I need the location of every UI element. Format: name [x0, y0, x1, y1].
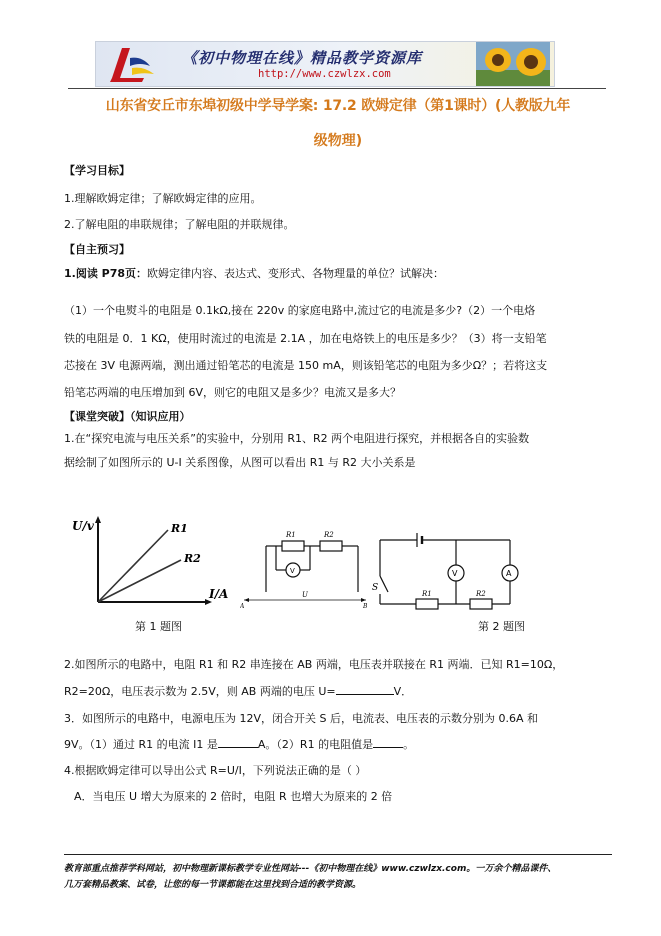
question-3-part2: A。（2）R1 的电阻值是	[257, 738, 374, 751]
question-2-line: 2.如图所示的电路中，电阻 R1 和 R2 串连接在 AB 两端，电压表并联接在 R1 两端．已知 R1=10Ω，	[64, 658, 564, 671]
ui-graph	[68, 512, 234, 612]
resistor-r1	[282, 541, 304, 551]
circuit1-a-label: A	[240, 603, 245, 608]
circuit2-ammeter-label: A	[506, 569, 512, 578]
circuit1-b-label: B	[363, 603, 368, 608]
question-3-line	[64, 736, 414, 752]
question-4-option-a: A．当电压 U 增大为原来的 2 倍时，电阻 R 也增大为原来的 2 倍	[74, 790, 393, 803]
circuit1-meter-label: V	[290, 567, 295, 575]
circuit2-r2-label: R2	[476, 590, 486, 598]
reading-task	[64, 265, 444, 281]
preview-question-line: （1）一个电熨斗的电阻是 0.1kΩ,接在 220v 的家庭电路中,流过它的电流是多少?（2）一个电烙	[64, 304, 536, 317]
question-1-line: 1.在“探究电流与电压关系”的实验中，分别用 R1、R2 两个电阻进行探究，并根据各自的实验数	[64, 432, 530, 445]
footer-line: 教育部重点推荐学科网站，初中物理新课标教学专业性网站---《初中物理在线》www.czwlzx.com。一万余个精品课件、	[64, 864, 557, 874]
goal-item: 2.了解电阻的串联规律；了解电阻的并联规律。	[64, 218, 295, 231]
class-heading-sub: （知识应用）	[130, 410, 191, 423]
circuit2-r1-label: R1	[422, 590, 432, 598]
question-3-part3: 。	[403, 738, 415, 751]
page-title: 山东省安丘市东埠初级中学导学案: 17.2 欧姆定律（第1课时）(人教版九年	[105, 98, 571, 114]
circuit2-switch-label: S	[372, 583, 379, 593]
resistor-r2	[320, 541, 342, 551]
question-4-line: 4.根据欧姆定律可以导出公式 R=U/I，下列说法正确的是（ ）	[64, 764, 367, 777]
question-3-line: 3．如图所示的电路中，电源电压为 12V，闭合开关 S 后，电流表、电压表的示数分别为 0.6A 和	[64, 712, 539, 725]
section-heading-preview: 【自主预习】	[64, 243, 130, 256]
circuit1-r1-label: R1	[286, 531, 296, 539]
footer-divider	[64, 854, 612, 855]
banner-url[interactable]: http://www.czwlzx.com	[258, 68, 391, 80]
question-2-unit: V．	[393, 685, 413, 698]
resistor-r2	[470, 599, 492, 609]
graph-line-r1-label: R1	[171, 522, 188, 535]
circuit-diagram-2	[372, 530, 520, 610]
circuit1-r2-label: R2	[324, 531, 334, 539]
answer-blank[interactable]	[218, 736, 258, 748]
figure-1-caption: 第 1 题图	[135, 620, 182, 633]
sunflower-image	[476, 42, 550, 86]
question-1-line: 据绘制了如图所示的 U-I 关系图像，从图可以看出 R1 与 R2 大小关系是	[64, 456, 416, 469]
circuit2-voltmeter-label: V	[452, 569, 458, 578]
site-logo-icon	[100, 44, 158, 84]
site-banner	[95, 41, 555, 87]
figure-2-caption: 第 2 题图	[478, 620, 525, 633]
goal-item: 1.理解欧姆定律；了解欧姆定律的应用。	[64, 192, 262, 205]
preview-question-line: 铁的电阻是 0．1 KΩ，使用时流过的电流是 2.1A ，加在电烙铁上的电压是多少？（3）将一支铅笔	[64, 332, 547, 345]
page-title-continued: 级物理)	[313, 133, 363, 149]
graph-x-label: I/A	[209, 587, 229, 601]
circuit1-u-label: U	[302, 591, 308, 599]
graph-line-r2-label: R2	[184, 552, 201, 565]
header-divider	[68, 88, 606, 89]
question-3-part1: 9V。（1）通过 R1 的电流 I1 是	[64, 738, 218, 751]
footer-line: 几万套精品教案、试卷，让您的每一节课都能在这里找到合适的教学资源。	[64, 880, 362, 890]
banner-title: 《初中物理在线》精品教学资源库	[182, 49, 423, 67]
answer-blank[interactable]	[373, 736, 403, 748]
graph-y-label: U/v	[72, 519, 94, 533]
circuit-diagram-1	[240, 522, 370, 608]
question-2-line	[64, 683, 412, 699]
answer-blank[interactable]	[336, 683, 394, 695]
question-2-text: R2=20Ω，电压表示数为 2.5V，则 AB 两端的电压 U=	[64, 685, 336, 698]
preview-question-line: 芯接在 3V 电源两端，测出通过铅笔芯的电流是 150 mA，则该铅笔芯的电阻为多少Ω？；若将这支	[64, 359, 548, 372]
reading-task-label: 1.阅读 P78页：	[64, 267, 148, 280]
section-heading-goals: 【学习目标】	[64, 164, 130, 177]
resistor-r1	[416, 599, 438, 609]
preview-question-line: 铅笔芯两端的电压增加到 6V，则它的电阻又是多少？电流又是多大？	[64, 386, 402, 399]
class-heading-label: 【课堂突破】	[64, 410, 130, 423]
reading-task-text: 欧姆定律内容、表达式、变形式、各物理量的单位？试解决：	[147, 267, 445, 280]
section-heading-class	[64, 408, 191, 424]
switch-icon	[380, 576, 388, 592]
